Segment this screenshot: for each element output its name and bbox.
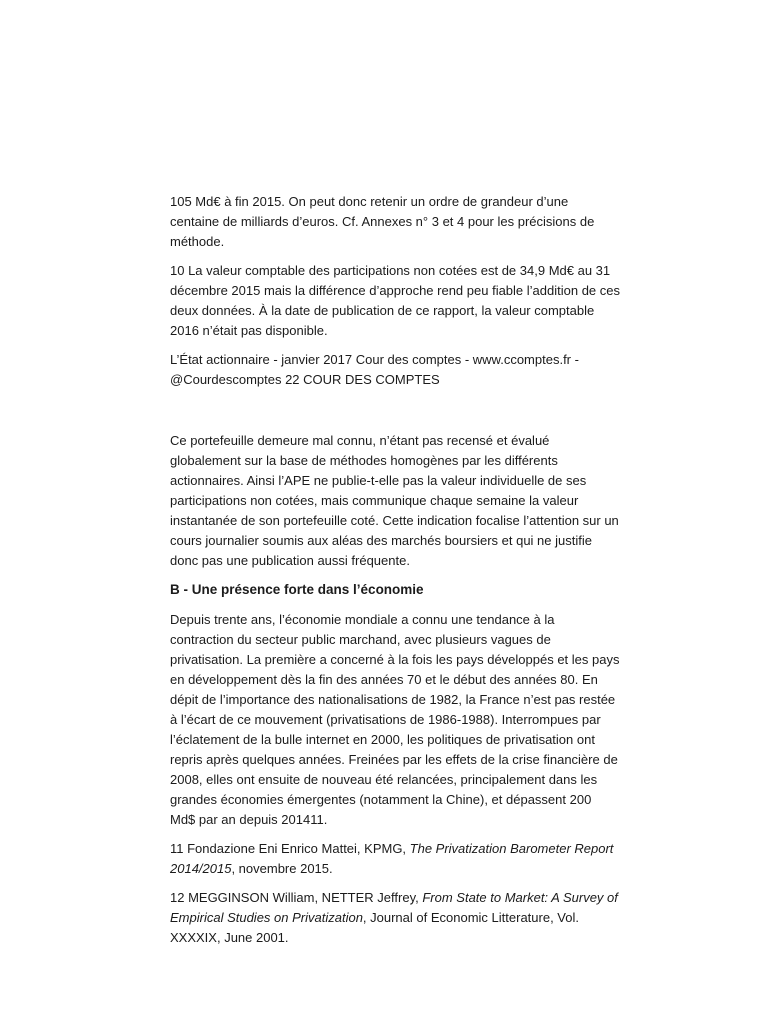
footnote-10: 10 La valeur comptable des participations non cotées est de 34,9 Md€ au 31 décembre 2015 mais la différence d’approche rend peu fiable l’addition de ces deux données. À la date de publication de ce rapport, la valeur comptable 2016 n’était pas disponible. (170, 263, 620, 338)
section-heading: B - Une présence forte dans l’économie (170, 582, 424, 597)
paragraph-privatisation: Depuis trente ans, l’économie mondiale a connu une tendance à la contraction du secteur public marchand, avec plusieurs vagues de privatisation. La première a concerné à la fois les pays développés et les pays en développement dès la fin des années 70 et le début des années 80. En dépit de l’importance des nationalisations de 1982, la France n’est pas restée à l’écart de ce mouvement (privatisations de 1986-1988). Interrompues par l’éclatement de la bulle internet en 2000, les politiques de privatisation ont repris après quelques années. Freinées par les effets de la crise financière de 2008, elles ont ensuite de nouveau été relancées, principalement dans les grandes économies émergentes (notamment la Chine), et dépassent 200 Md$ par an depuis 201411. (170, 612, 620, 827)
footnote-11-prefix: 11 Fondazione Eni Enrico Mattei, KPMG, (170, 841, 410, 856)
footnote-12-title: From State to Market: A Survey of Empirical Studies on Privatization (170, 890, 618, 925)
paragraph-estimation-note: 105 Md€ à fin 2015. On peut donc retenir un ordre de grandeur d’une centaine de milliards d’euros. Cf. Annexes n° 3 et 4 pour les précisions de méthode. (170, 194, 595, 249)
footnote-11-title: The Privatization Barometer Report 2014/2015 (170, 841, 614, 876)
footnote-12-prefix: 12 MEGGINSON William, NETTER Jeffrey, (170, 890, 423, 905)
footnote-12-suffix: , Journal of Economic Litterature, Vol. XXXXIX, June 2001. (170, 910, 579, 945)
paragraph-portfolio: Ce portefeuille demeure mal connu, n’étant pas recensé et évalué globalement sur la base de méthodes homogènes par les différents actionnaires. Ainsi l’APE ne publie-t-elle pas la valeur individuelle de ses participations non cotées, mais communique chaque semaine la valeur instantanée de son portefeuille coté. Cette indication focalise l’attention sur un cours journalier soumis aux aléas des marchés boursiers et qui ne justifie donc pas une publication aussi fréquente. (170, 433, 619, 568)
footnote-11 (170, 839, 620, 879)
footnote-12 (170, 888, 620, 948)
document-page (170, 192, 620, 957)
footnote-11-suffix: , novembre 2015. (231, 861, 333, 876)
page-footer-source: L’État actionnaire - janvier 2017 Cour des comptes - www.ccomptes.fr - @Courdescomptes 22 COUR DES COMPTES (170, 352, 579, 387)
